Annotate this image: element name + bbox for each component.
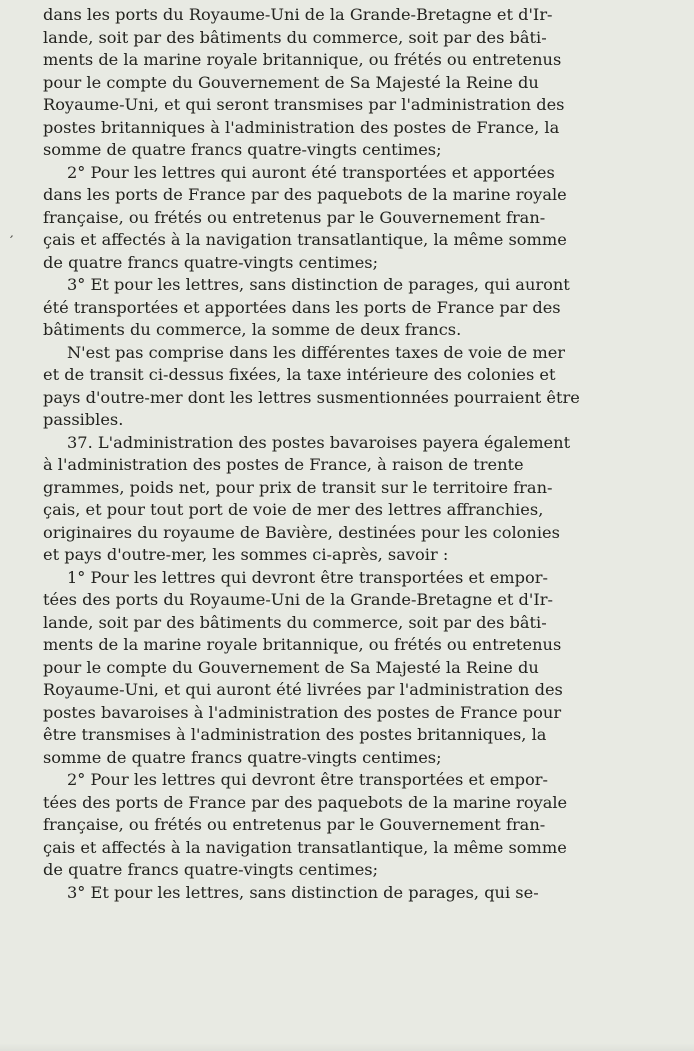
text-line: çais, et pour tout port de voie de mer des lettres affranchies, [43, 500, 544, 519]
text-line: française, ou frétés ou entretenus par le Gouvernement fran- [43, 207, 546, 227]
paragraph-note [43, 342, 629, 432]
text-line: de quatre francs quatre-vingts centimes; [43, 860, 379, 879]
page-edge [0, 1043, 694, 1051]
text-line: postes bavaroises à l'administration des postes de France pour [43, 702, 562, 722]
text-line: 3° Et pour les lettres, sans distinction de parages, qui auront [67, 275, 570, 294]
text-line: pour le compte du Gouvernement de Sa Majesté la Reine du [43, 72, 539, 92]
text-line: 2° Pour les lettres qui devront être transportées et empor- [67, 770, 548, 789]
paragraph-item-2 [43, 162, 629, 275]
text-line: tées des ports de France par des paquebots de la marine royale [43, 792, 568, 812]
text-line: dans les ports de France par des paquebots de la marine royale [43, 185, 567, 204]
margin-mark: ʼ [5, 232, 15, 248]
text-line: à l'administration des postes de France, à raison de trente [43, 455, 524, 474]
text-line: passibles. [43, 410, 124, 429]
text-line: originaires du royaume de Bavière, destinées pour les colonies [43, 522, 560, 542]
paragraph-item-3 [43, 274, 629, 342]
text-line: lande, soit par des bâtiments du commerce, soit par des bâti- [43, 27, 547, 47]
document-text [43, 4, 629, 904]
text-line: çais et affectés à la navigation transatlantique, la même somme [43, 230, 567, 249]
text-line: ments de la marine royale britannique, ou frétés ou entretenus [43, 50, 562, 69]
text-line: 2° Pour les lettres qui auront été transportées et apportées [67, 162, 555, 182]
paragraph-article-37-item-1 [43, 567, 629, 770]
text-line: être transmises à l'administration des postes britanniques, la [43, 725, 547, 744]
paragraph-article-37-item-3 [43, 882, 629, 905]
text-line: et de transit ci-dessus fixées, la taxe intérieure des colonies et [43, 365, 556, 384]
text-line: Royaume-Uni, et qui auront été livrées par l'administration des [43, 680, 563, 699]
text-line: pour le compte du Gouvernement de Sa Majesté la Reine du [43, 657, 539, 677]
text-line: bâtiments du commerce, la somme de deux francs. [43, 320, 462, 339]
text-line: somme de quatre francs quatre-vingts centimes; [43, 747, 442, 767]
text-line: çais et affectés à la navigation transatlantique, la même somme [43, 837, 567, 857]
text-line: lande, soit par des bâtiments du commerce, soit par des bâti- [43, 612, 547, 632]
text-line: tées des ports du Royaume-Uni de la Grande-Bretagne et d'Ir- [43, 590, 553, 609]
text-line: N'est pas comprise dans les différentes taxes de voie de mer [67, 342, 566, 362]
text-line: pays d'outre-mer dont les lettres susmentionnées pourraient être [43, 387, 580, 407]
text-line: dans les ports du Royaume-Uni de la Grande-Bretagne et d'Ir- [43, 5, 553, 24]
paragraph-article-37 [43, 432, 629, 567]
text-line: 37. L'administration des postes bavaroises payera également [67, 432, 571, 452]
text-line: Royaume-Uni, et qui seront transmises par l'administration des [43, 95, 565, 114]
text-line: postes britanniques à l'administration des postes de France, la [43, 117, 560, 137]
text-line: somme de quatre francs quatre-vingts centimes; [43, 140, 442, 159]
text-line: de quatre francs quatre-vingts centimes; [43, 252, 379, 272]
text-line: 1° Pour les lettres qui devront être transportées et empor- [67, 567, 548, 587]
paragraph-continuation [43, 4, 629, 162]
text-line: 3° Et pour les lettres, sans distinction de parages, qui se- [67, 882, 539, 902]
paragraph-article-37-item-2 [43, 769, 629, 882]
text-line: française, ou frétés ou entretenus par le Gouvernement fran- [43, 815, 546, 834]
text-line: et pays d'outre-mer, les sommes ci-après, savoir : [43, 545, 449, 564]
text-line: ments de la marine royale britannique, ou frétés ou entretenus [43, 635, 562, 654]
text-line: été transportées et apportées dans les ports de France par des [43, 297, 561, 317]
text-line: grammes, poids net, pour prix de transit sur le territoire fran- [43, 477, 553, 497]
